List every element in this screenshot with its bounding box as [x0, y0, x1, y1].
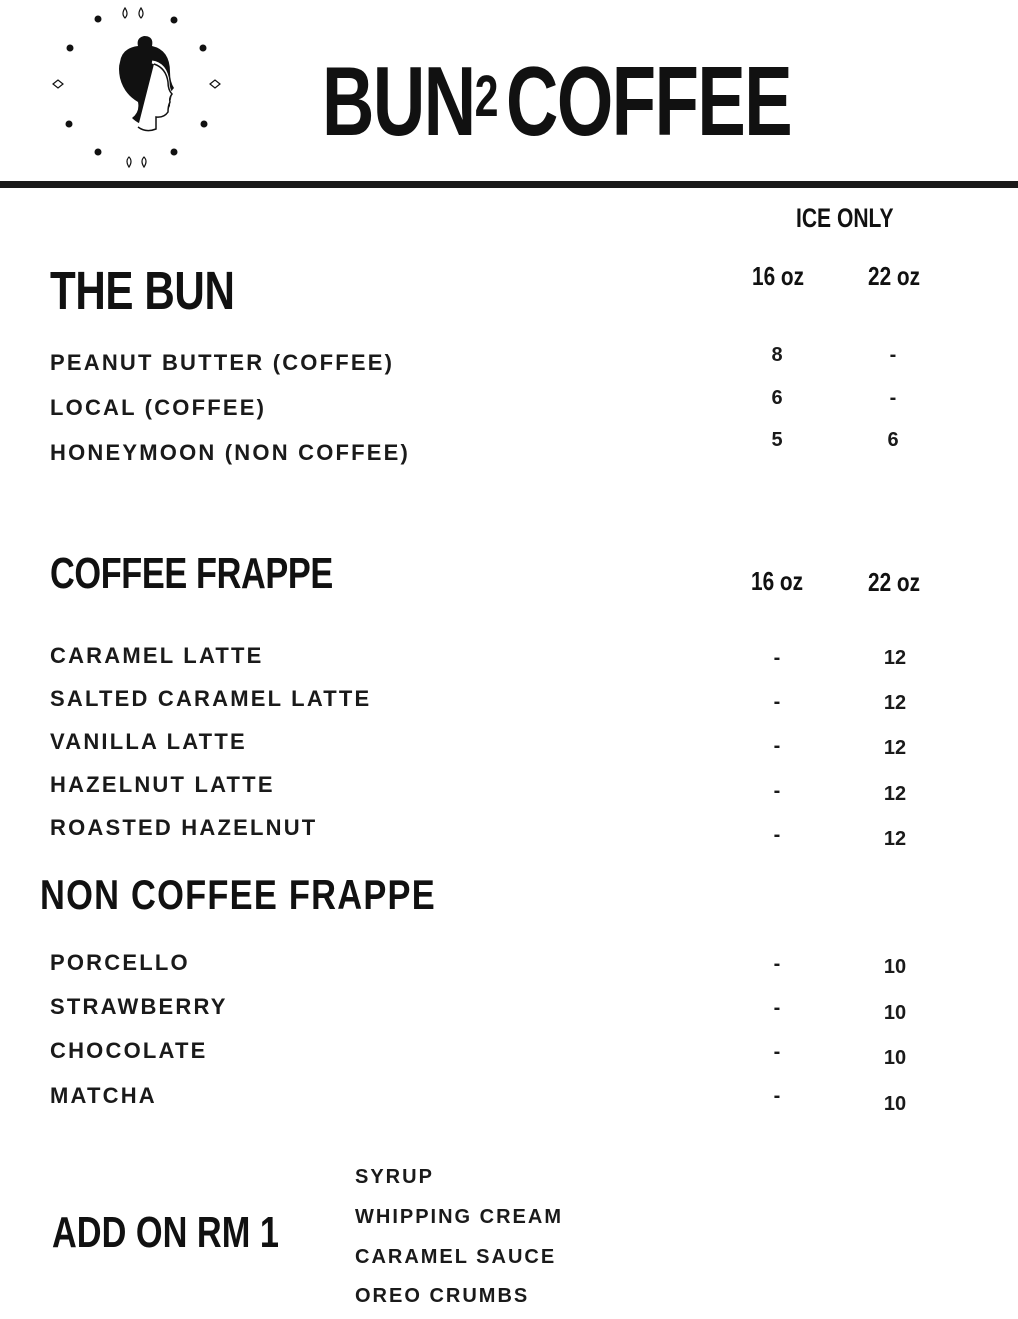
price-16oz: - [773, 647, 781, 669]
menu-item-name: HONEYMOON (NON COFFEE) [50, 440, 411, 465]
menu-item-name: LOCAL (COFFEE) [50, 395, 267, 420]
price-22oz: 12 [883, 692, 907, 714]
price-16oz: - [773, 997, 781, 1019]
menu-item-name: SALTED CARAMEL LATTE [50, 686, 372, 711]
size-header-22oz: 22 oz [868, 261, 921, 291]
menu-item-name: PEANUT BUTTER (COFFEE) [50, 350, 395, 375]
section-title-non-coffee-frappe: NON COFFEE FRAPPE [40, 871, 436, 918]
ice-only-note: ICE ONLY [796, 203, 894, 233]
size-header-16oz: 16 oz [751, 566, 804, 596]
menu-item-name: HAZELNUT LATTE [50, 772, 275, 797]
menu-item-name: VANILLA LATTE [50, 729, 247, 754]
price-22oz: - [889, 387, 897, 409]
addon-item: OREO CRUMBS [355, 1285, 530, 1307]
size-header-16oz: 16 oz [752, 261, 805, 291]
menu-item-name: MATCHA [50, 1083, 157, 1108]
price-22oz: 12 [883, 737, 907, 759]
price-22oz: - [889, 344, 897, 366]
price-22oz: 10 [883, 956, 907, 978]
price-22oz: 12 [883, 783, 907, 805]
price-16oz: - [773, 1085, 781, 1107]
addon-item: SYRUP [355, 1166, 434, 1188]
addon-title: ADD ON RM 1 [52, 1208, 279, 1257]
menu-item-name: CHOCOLATE [50, 1038, 208, 1063]
price-16oz: 6 [771, 387, 783, 409]
section-title-the-bun: THE BUN [50, 261, 235, 321]
price-16oz: - [773, 780, 781, 802]
price-16oz: - [773, 824, 781, 846]
price-22oz: 12 [883, 647, 907, 669]
brand-superscript: 2 [474, 64, 498, 129]
price-16oz: - [773, 1041, 781, 1063]
price-16oz: 5 [771, 429, 783, 451]
header-divider [0, 181, 1018, 188]
price-22oz: 6 [887, 429, 899, 451]
size-header-22oz: 22 oz [868, 567, 921, 597]
price-16oz: - [773, 735, 781, 757]
price-16oz: - [773, 953, 781, 975]
menu-item-name: PORCELLO [50, 950, 190, 975]
menu-item-name: CARAMEL LATTE [50, 643, 264, 668]
menu-item-name: STRAWBERRY [50, 994, 228, 1019]
price-16oz: 8 [771, 344, 783, 366]
price-16oz: - [773, 691, 781, 713]
menu-item-name: ROASTED HAZELNUT [50, 815, 318, 840]
price-22oz: 12 [883, 828, 907, 850]
addon-item: WHIPPING CREAM [355, 1206, 563, 1228]
addon-item: CARAMEL SAUCE [355, 1246, 557, 1268]
price-22oz: 10 [883, 1047, 907, 1069]
brand-suffix: COFFEE [505, 46, 792, 156]
brand-name: BUN [322, 46, 475, 156]
price-22oz: 10 [883, 1002, 907, 1024]
woman-silhouette-clock-logo-icon [48, 2, 228, 172]
price-22oz: 10 [883, 1093, 907, 1115]
section-title-coffee-frappe: COFFEE FRAPPE [50, 549, 333, 598]
brand-title [322, 46, 791, 156]
